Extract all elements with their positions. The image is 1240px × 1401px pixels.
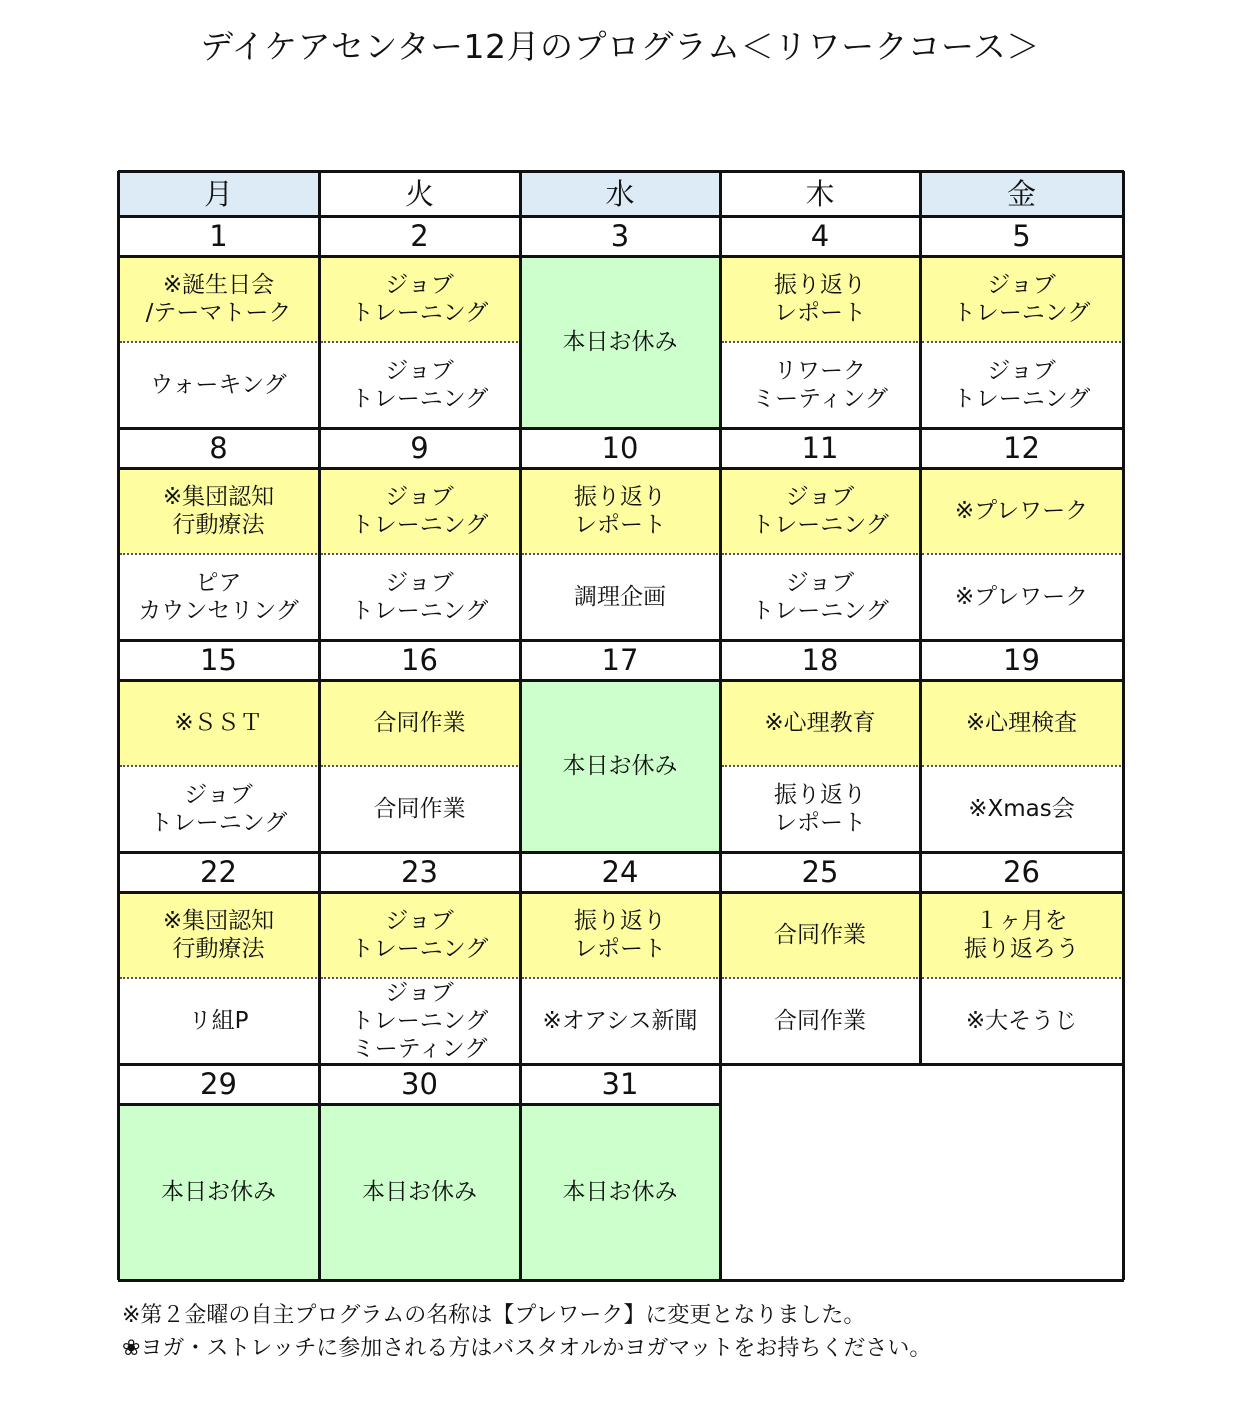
- date-cell: 9: [319, 428, 520, 468]
- date-cell: 31: [520, 1064, 720, 1104]
- date-cell: 3: [520, 216, 720, 256]
- morning-program: 合同作業: [319, 680, 520, 766]
- weekday-header: 火: [319, 171, 520, 216]
- morning-program: ジョブ トレーニング: [319, 468, 520, 554]
- date-cell: 16: [319, 640, 520, 680]
- weekday-header: 木: [720, 171, 920, 216]
- afternoon-program: ジョブ トレーニング: [720, 554, 920, 640]
- page-title: デイケアセンター12月のプログラム＜リワークコース＞: [200, 27, 1040, 66]
- morning-program: ※プレワーク: [920, 468, 1123, 554]
- date-cell: 5: [920, 216, 1123, 256]
- date-cell: 30: [319, 1064, 520, 1104]
- date-cell: 1: [118, 216, 319, 256]
- morning-program: ジョブ トレーニング: [319, 892, 520, 978]
- afternoon-program: ※Xmas会: [920, 766, 1123, 852]
- afternoon-program: ※プレワーク: [920, 554, 1123, 640]
- morning-program: ※誕生日会 /テーマトーク: [118, 256, 319, 342]
- notes: [122, 1299, 931, 1365]
- date-cell: 18: [720, 640, 920, 680]
- date-cell: 2: [319, 216, 520, 256]
- weekday-header: 金: [920, 171, 1123, 216]
- morning-program: ※心理教育: [720, 680, 920, 766]
- morning-program: 振り返り レポート: [720, 256, 920, 342]
- date-cell: 10: [520, 428, 720, 468]
- note-rename-prework: ※第２金曜の自主プログラムの名称は【プレワーク】に変更となりました。: [122, 1303, 866, 1328]
- date-cell: 24: [520, 852, 720, 892]
- date-cell: 22: [118, 852, 319, 892]
- afternoon-program: ジョブ トレーニング ミーティング: [319, 978, 520, 1064]
- afternoon-program: ジョブ トレーニング: [920, 342, 1123, 428]
- date-cell: 8: [118, 428, 319, 468]
- date-cell: 11: [720, 428, 920, 468]
- morning-program: 振り返り レポート: [520, 892, 720, 978]
- afternoon-program: ジョブ トレーニング: [319, 554, 520, 640]
- morning-program: １ヶ月を 振り返ろう: [920, 892, 1123, 978]
- morning-program: ※ＳＳＴ: [118, 680, 319, 766]
- morning-program: 合同作業: [720, 892, 920, 978]
- afternoon-program: ジョブ トレーニング: [118, 766, 319, 852]
- afternoon-program: リ組P: [118, 978, 319, 1064]
- date-cell: 17: [520, 640, 720, 680]
- date-cell: 4: [720, 216, 920, 256]
- closed-day-cell: 本日お休み: [118, 1104, 319, 1280]
- afternoon-program: ピア カウンセリング: [118, 554, 319, 640]
- date-cell: 12: [920, 428, 1123, 468]
- afternoon-program: リワーク ミーティング: [720, 342, 920, 428]
- afternoon-program: ジョブ トレーニング: [319, 342, 520, 428]
- morning-program: ジョブ トレーニング: [720, 468, 920, 554]
- closed-day-cell: 本日お休み: [520, 1104, 720, 1280]
- closed-day-cell: 本日お休み: [319, 1104, 520, 1280]
- afternoon-program: ウォーキング: [118, 342, 319, 428]
- morning-program: 振り返り レポート: [520, 468, 720, 554]
- afternoon-program: ※大そうじ: [920, 978, 1123, 1064]
- morning-program: ジョブ トレーニング: [319, 256, 520, 342]
- morning-program: ※集団認知 行動療法: [118, 892, 319, 978]
- closed-day-cell: 本日お休み: [520, 680, 720, 852]
- afternoon-program: 振り返り レポート: [720, 766, 920, 852]
- morning-program: ジョブ トレーニング: [920, 256, 1123, 342]
- afternoon-program: 合同作業: [720, 978, 920, 1064]
- date-cell: 25: [720, 852, 920, 892]
- date-cell: 29: [118, 1064, 319, 1104]
- date-cell: 15: [118, 640, 319, 680]
- weekday-header: 水: [520, 171, 720, 216]
- closed-day-cell: 本日お休み: [520, 256, 720, 428]
- note-yoga-items: ❀ヨガ・ストレッチに参加される方はバスタオルかヨガマットをお持ちください。: [122, 1336, 932, 1361]
- date-cell: 19: [920, 640, 1123, 680]
- date-cell: 23: [319, 852, 520, 892]
- date-cell: 26: [920, 852, 1123, 892]
- weekday-header: 月: [118, 171, 319, 216]
- afternoon-program: 合同作業: [319, 766, 520, 852]
- afternoon-program: ※オアシス新聞: [520, 978, 720, 1064]
- afternoon-program: 調理企画: [520, 554, 720, 640]
- program-calendar: [118, 171, 1123, 1293]
- morning-program: ※心理検査: [920, 680, 1123, 766]
- morning-program: ※集団認知 行動療法: [118, 468, 319, 554]
